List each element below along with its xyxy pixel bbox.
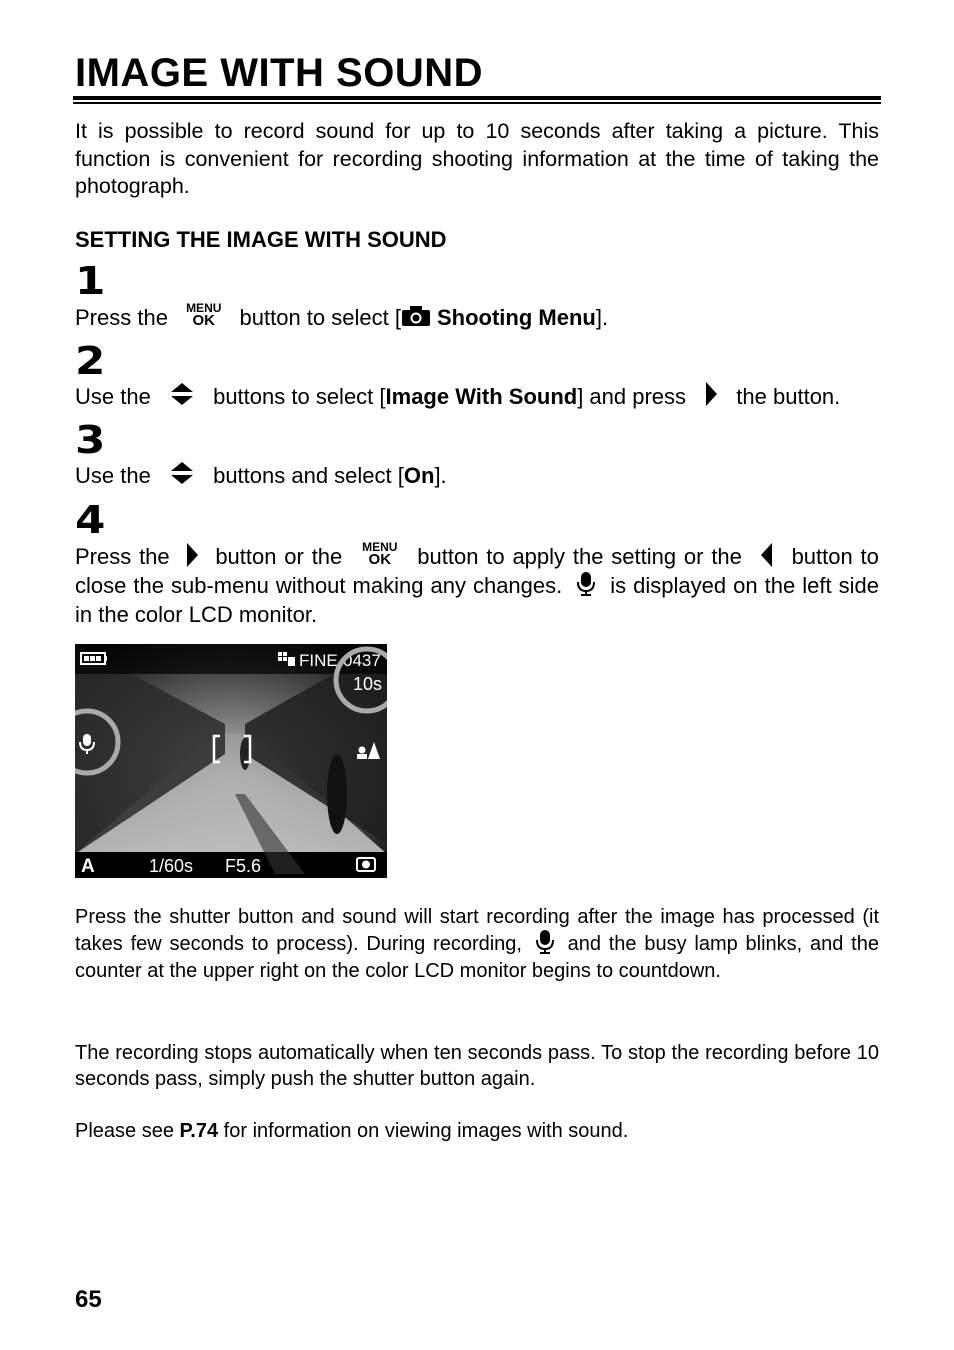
lcd-counter: 0437: [343, 651, 381, 670]
lcd-sound-time: 10s: [353, 674, 383, 694]
step-number-2: 2: [75, 339, 106, 383]
step-4-text: Press the button or the MENU OK button to apply the setting or the button to close the sub-menu without making any changes. is displayed on the left side in the color LCD monitor.: [75, 539, 879, 628]
microphone-icon: [536, 929, 554, 955]
lcd-mode: A: [81, 856, 95, 877]
lcd-shutter: 1/60s: [149, 856, 194, 876]
step-3-text: Use the buttons and select [On].: [75, 461, 447, 491]
step-2-text: Use the buttons to select [Image With Sound] and press the button.: [75, 382, 840, 412]
see-reference-paragraph: Please see P.74 for information on viewing images with sound.: [75, 1120, 629, 1142]
step-number-3: 3: [75, 418, 106, 462]
microphone-icon: [577, 571, 595, 597]
step-1-text: Press the MENU OK button to select [ Shooting Menu].: [75, 300, 609, 330]
up-down-arrow-icon: [169, 460, 195, 486]
lcd-aperture: F5.6: [225, 856, 262, 876]
step-number-4: 4: [75, 498, 106, 542]
recording-paragraph: Press the shutter button and sound will start recording after the image has processed (it takes few seconds to process). During recording, and the busy lamp blinks, and the counter at the upper right on the color LCD monitor begins to countdown.: [75, 906, 879, 982]
stop-paragraph: The recording stops automatically when ten seconds pass. To stop the recording before 10 seconds pass, simply push the shutter button again.: [75, 1042, 879, 1090]
up-down-arrow-icon: [169, 381, 195, 407]
lcd-monitor-screenshot: [75, 644, 387, 878]
menu-ok-icon: MENU OK: [186, 300, 222, 329]
title-rule: [73, 96, 881, 100]
page-number: 65: [75, 1286, 102, 1313]
camera-icon: [401, 305, 431, 327]
menu-ok-icon: MENU OK: [362, 539, 398, 568]
page-title: IMAGE WITH SOUND: [75, 51, 483, 95]
intro-paragraph: It is possible to record sound for up to 10 seconds after taking a picture. This function is convenient for recording shooting information at the time of taking the photograph.: [75, 119, 879, 198]
section-heading: SETTING THE IMAGE WITH SOUND: [75, 227, 447, 252]
right-arrow-icon: [185, 542, 199, 568]
title-rule-thin: [73, 102, 881, 104]
lcd-quality: FINE: [299, 651, 338, 670]
page-reference-link[interactable]: P.74: [179, 1120, 219, 1142]
step-number-1: 1: [75, 259, 106, 303]
right-arrow-icon: [704, 381, 718, 407]
left-arrow-icon: [760, 542, 774, 568]
